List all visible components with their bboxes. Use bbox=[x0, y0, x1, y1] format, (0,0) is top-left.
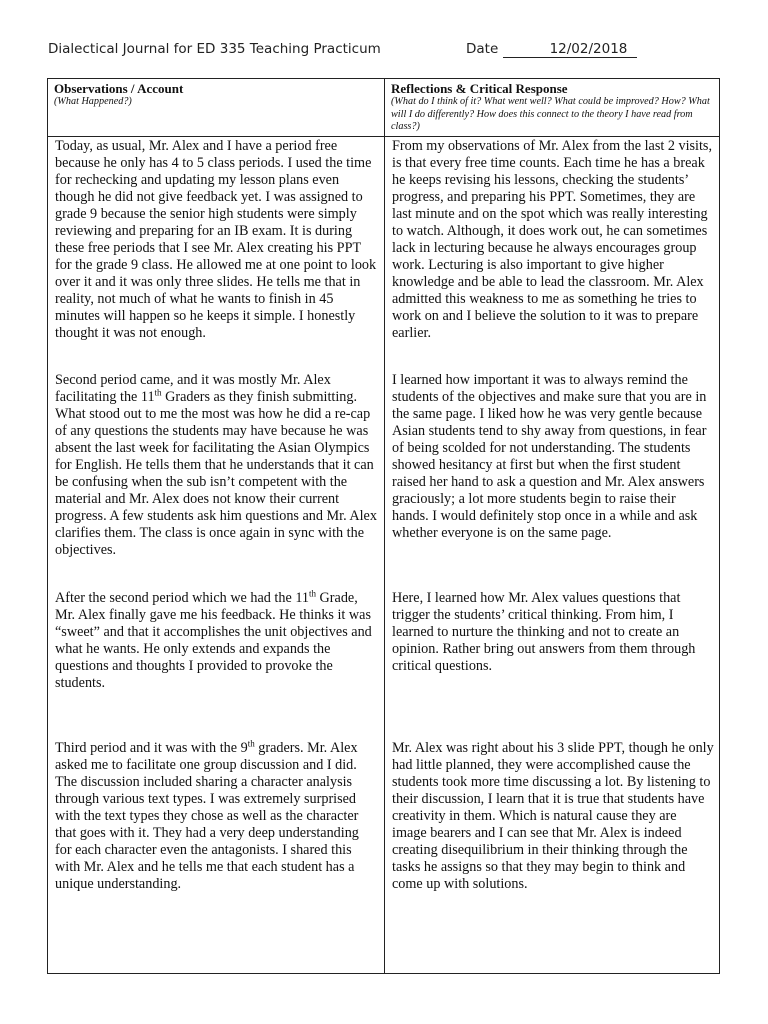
date-field bbox=[466, 41, 637, 58]
reflections-header-title: Reflections & Critical Response bbox=[391, 81, 568, 96]
observation-entry-1 bbox=[55, 138, 377, 342]
observation-entry-2 bbox=[55, 372, 377, 559]
observation-text-4: Third period and it was with the 9th graders. Mr. Alex asked me to facilitate one group discussion and I did. The discussion included sharing a character analysis through various text types. I was extremely surprised with the text types they chose as well as the character that goes with it. They had a very deep understanding for each character even the antagonists. I shared this with Mr. Alex and he tells me that each student has a unique understanding. bbox=[55, 738, 359, 892]
observation-entry-3 bbox=[55, 590, 377, 692]
reflection-text-1: From my observations of Mr. Alex from the last 2 visits, is that every free time counts. Each time he has a break he keeps revising his lessons, checking the students’ progress, and preparing his PPT. Sometimes, they are last minute and on the spot which was really interesting to watch. Although, it does work out, he can sometimes lack in lecturing because he always encourages group work. Lecturing is also important to give higher knowledge and be able to lead the classroom. Mr. Alex admitted this weakness to me as something he tries to work on and I believe the solution to it was to prepare earlier. bbox=[392, 138, 712, 341]
observations-header-title: Observations / Account bbox=[54, 81, 184, 96]
reflection-entry-1 bbox=[392, 138, 714, 342]
observation-text-1: Today, as usual, Mr. Alex and I have a period free because he only has 4 to 5 class periods. I used the time for rechecking and updating my lesson plans even though he did not give feedback yet. I was assigned to grade 9 because the senior high students were simply reviewing and preparing for an IB exam. It is during these free periods that I see Mr. Alex creating his PPT for the grade 9 class. He allowed me at one point to look over it and it was only three slides. He tells me that in reality, not much of what he wants to finish in 45 minutes will happen so he keeps it simple. I honestly thought it was not enough. bbox=[55, 138, 377, 341]
reflection-entry-2 bbox=[392, 372, 714, 542]
reflection-text-4: Mr. Alex was right about his 3 slide PPT, though he only had little planned, they were accomplished cause the students took more time discussing a lot. By listening to their discussion, I learn that it is true that students have creativity in them. Which is natural cause they are image bearers and I can see that Mr. Alex is indeed creating disequilibrium in their thinking through the tasks he assigns so that they may begin to think and come up with solutions. bbox=[392, 740, 714, 892]
observations-header-subtitle: (What Happened?) bbox=[54, 96, 132, 107]
date-label: Date bbox=[466, 41, 499, 57]
journal-header bbox=[48, 41, 724, 65]
header-row-divider bbox=[48, 136, 719, 137]
reflections-header bbox=[385, 79, 720, 136]
journal-title: Dialectical Journal for ED 335 Teaching Practicum bbox=[48, 41, 381, 57]
reflections-header-subtitle: (What do I think of it? What went well? What could be improved? How? What will I do differently? How does this connect to the theory I have read from class?) bbox=[391, 96, 710, 133]
reflection-text-3: Here, I learned how Mr. Alex values questions that trigger the students’ critical thinking. From him, I learned to nurture the thinking and not to create an opinion. Rather bring out answers from them through critical questions. bbox=[392, 590, 696, 674]
observation-text-2: Second period came, and it was mostly Mr. Alex facilitating the 11th Graders as they finish submitting. What stood out to me the most was how he did a re-cap of any questions the students may have because he was absent the last week for facilitating the Asian Olympics for English. He tells them that he understands that it can be confusing when the sub isn’t competent with the material and Mr. Alex does not know their current progress. A few students ask him questions and Mr. Alex clarifies them. The class is once again in sync with the objectives. bbox=[55, 372, 377, 558]
reflection-text-2: I learned how important it was to always remind the students of the objectives and make sure that you are in the same page. I liked how he was very gentle because Asian students tend to shy away from questions, in fear of being scolded for not understanding. The students showed hesitancy at first but when the first student raised her hand to ask a question and Mr. Alex answers graciously; a lot more students begin to raise their hands. I would definitely stop once in a while and ask whether everyone is on the same page. bbox=[392, 372, 707, 541]
observation-text-3: After the second period which we had the 11th Grade, Mr. Alex finally gave me his feedback. He thinks it was “sweet” and that it accomplishes the unit objectives and what he wants. He only extends and expands the questions and thoughts I provided to provoke the students. bbox=[55, 588, 372, 691]
observations-header bbox=[48, 79, 384, 136]
reflection-entry-4 bbox=[392, 740, 714, 893]
observation-entry-4 bbox=[55, 740, 377, 893]
date-value: 12/02/2018 bbox=[503, 42, 638, 58]
dialectical-journal-table bbox=[47, 78, 720, 974]
column-divider bbox=[384, 79, 385, 973]
reflection-entry-3 bbox=[392, 590, 714, 675]
